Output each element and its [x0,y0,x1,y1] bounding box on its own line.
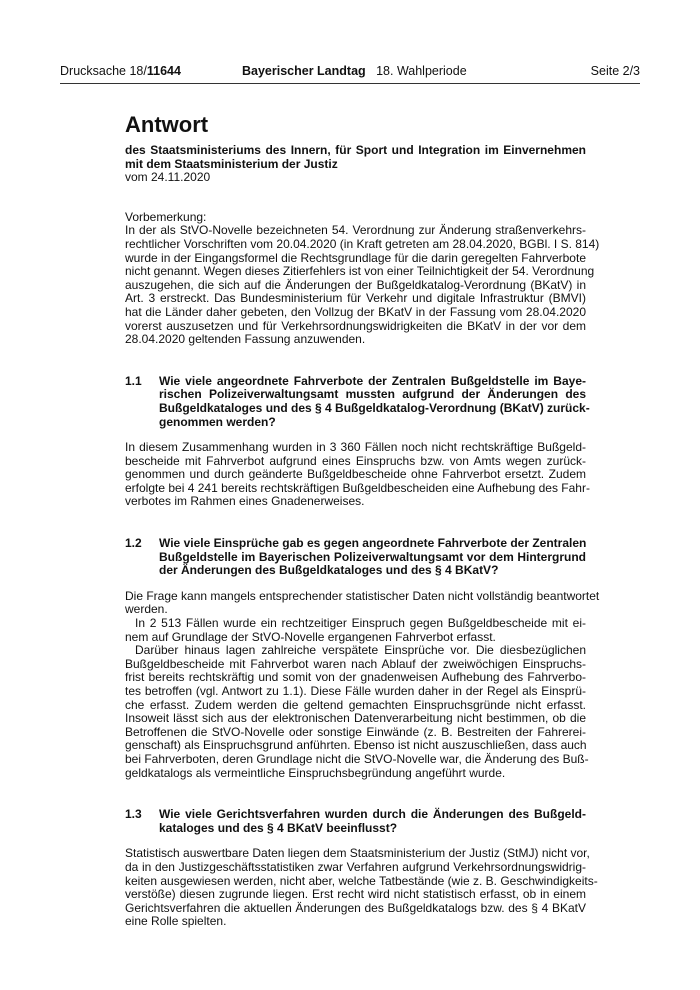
question-line: Bußgeldstelle im Bayerischen Polizeiverwaltungsamt vor dem Hintergrund [159,549,586,564]
answer-line: tes betroffen (vgl. Antwort zu 1.1). Diese Fälle wurden daher in der Regel als Einsprü- [125,684,586,698]
answer-line: erfolgte bei 4 241 bereits rechtskräftigen Bußgeldbescheiden eine Aufhebung des Fahr- [125,480,590,495]
preliminary-line: Art. 3 erstreckt. Das Bundesministerium für Verkehr und digitale Infrastruktur (BMVI) [125,291,586,306]
answer-line: Betroffenen die StVO-Novelle oder sonstige Einwände (z. B. Bestreiten der Fahrerei- [125,724,586,739]
question-number: 1.3 [125,807,142,822]
question-number: 1.1 [125,373,142,388]
drucksache-label [60,63,181,79]
answer-from-line: mit dem Staatsministerium der Justiz [125,156,338,171]
drucksache-prefix: Drucksache 18/ [60,64,147,78]
answer-line: bei Fahrverboten, deren Grundlage nicht die StVO-Novelle war, die Änderung des Buß- [125,751,589,766]
answer-date: vom 24.11.2020 [125,170,211,185]
question-line: Wie viele angeordnete Fahrverbote der Zentralen Bußgeldstelle im Baye- [159,373,586,388]
question-1-2 [125,537,586,578]
preliminary-label: Vorbemerkung: [125,209,207,224]
landtag-name: Bayerischer Landtag [242,64,366,78]
question-1-3 [125,808,586,835]
preliminary-line: 28.04.2020 geltenden Fassung anzuwenden. [125,332,366,347]
answer-line: In diesem Zusammenhang wurden in 3 360 Fällen noch nicht rechtskräftige Bußgeld- [125,440,586,455]
preliminary-line: auszugehen, die sich auf die Änderungen der Bußgeldkatalog-Verordnung (BKatV) in [125,277,586,292]
preliminary-line: nicht genannt. Wegen dieses Zitierfehlers ist von einer Teilnichtigkeit der 54. Verordnung [125,264,595,279]
answer-1-2 [125,588,600,780]
answer-line: verstöße) diesen zugrunde liegen. Erst recht wird nicht statistisch erfasst, ob in einem [125,887,586,902]
document-body [125,112,600,929]
answer-line: frist bereits rechtskräftig und somit von der gnadenweisen Aufhebung des Fahrverbo- [125,670,586,685]
answer-line: genommen und durch geänderte Bußgeldbescheide ohne Fahrverbot ersetzt. Zudem [125,467,586,482]
preliminary-line: wurde in der Eingangsformel die Rechtsgrundlage für die darin geregelten Fahrverbote [125,250,586,265]
answer-title: Antwort [125,112,209,137]
question-number: 1.2 [125,536,142,551]
answer-1-3 [125,846,598,929]
answer-from-line: des Staatsministeriums des Innern, für Sport und Integration im Einvernehmen [125,143,586,157]
answer-line: werden. [125,602,168,617]
answer-line: genschaft) als Einspruchsgrund anführten. Ebenso ist nicht auszuschließen, dass auch [125,738,587,753]
question-text [159,808,586,835]
header-center [242,63,467,79]
question-text [159,537,586,578]
answer-from [125,144,586,171]
question-line: der Änderungen des Bußgeldkataloges und des § 4 BKatV? [159,563,499,578]
answer-line: Die Frage kann mangels entsprechender statistischer Daten nicht vollständig beantwortet [125,588,600,603]
answer-line: Gerichtsverfahren die aktuellen Änderungen des Bußgeldkatalogs bzw. des § 4 BKatV [125,900,586,915]
header-rule [60,83,640,84]
preliminary-line: In der als StVO-Novelle bezeichneten 54. Verordnung zur Änderung straßenverkehrs- [125,223,586,238]
question-line: Bußgeldkataloges und des § 4 Bußgeldkatalog-Verordnung (BKatV) zurück- [159,400,590,415]
answer-1-1 [125,440,590,509]
preliminary-line: vorerst auszusetzen und für Verkehrsordnungswidrigkeiten die BKatV in der vor dem [125,318,586,333]
answer-line: bescheide mit Fahrverbot aufgrund eines Einspruchs bzw. von Amts wegen zurück- [125,453,586,468]
answer-line: geldkatalogs als vermeintliche Einspruchsbegründung angeführt wurde. [125,765,506,780]
question-line: Wie viele Gerichtsverfahren wurden durch die Änderungen des Bußgeld- [159,807,586,822]
answer-line: Insoweit lässt sich aus der elektronischen Datenverarbeitung nicht bestimmen, ob die [125,711,586,726]
question-text [159,373,590,429]
answer-line: verbotes im Rahmen eines Gnadenerweises. [125,494,365,509]
question-line: Wie viele Einsprüche gab es gegen angeordnete Fahrverbote der Zentralen [159,536,587,551]
question-line: kataloges und des § 4 BKatV beeinflusst? [159,820,398,835]
preliminary-line: rechtlicher Vorschriften vom 20.04.2020 (in Kraft getreten am 28.04.2020, BGBl. I S. 814) [125,236,600,251]
drucksache-number: 11644 [146,64,181,78]
question-line: genommen werden? [159,414,276,429]
preliminary-remark [125,209,600,347]
page-number: Seite 2/3 [590,64,640,78]
answer-line: Darüber hinaus lagen zahlreiche verspätete Einsprüche vor. Die diesbezüglichen [135,643,586,658]
answer-line: Statistisch auswertbare Daten liegen dem Staatsministerium der Justiz (StMJ) nicht vor, [125,846,590,861]
answer-line: da in den Justizgeschäftsstatistiken zwar Verfahren aufgrund Verkehrsordnungswidrig- [125,859,586,874]
answer-line: eine Rolle spielten. [125,914,227,929]
answer-line: In 2 513 Fällen wurde ein rechtzeitiger Einspruch gegen Bußgeldbescheide mit ei- [135,616,586,631]
question-line: rischen Polizeiverwaltungsamt mussten aufgrund der Änderungen des [159,387,586,402]
answer-line: keiten ausgewiesen werden, nicht aber, welche Tatbestände (wie z. B. Geschwindigkeits- [125,873,598,888]
answer-line: Bußgeldbescheide mit Fahrverbot waren nach Ablauf der zweiwöchigen Einspruchs- [125,656,586,671]
wahlperiode: 18. Wahlperiode [376,64,467,78]
preliminary-line: hat die Länder daher gebeten, den Vollzug der BKatV in der Fassung vom 28.04.2020 [125,304,586,319]
answer-line: che erfasst. Zudem werden die geltend gemachten Einspruchsgründe nicht erfasst. [125,697,586,712]
answer-line: nem auf Grundlage der StVO-Novelle ergangenen Fahrverbot erfasst. [125,629,496,644]
question-1-1 [125,373,590,429]
